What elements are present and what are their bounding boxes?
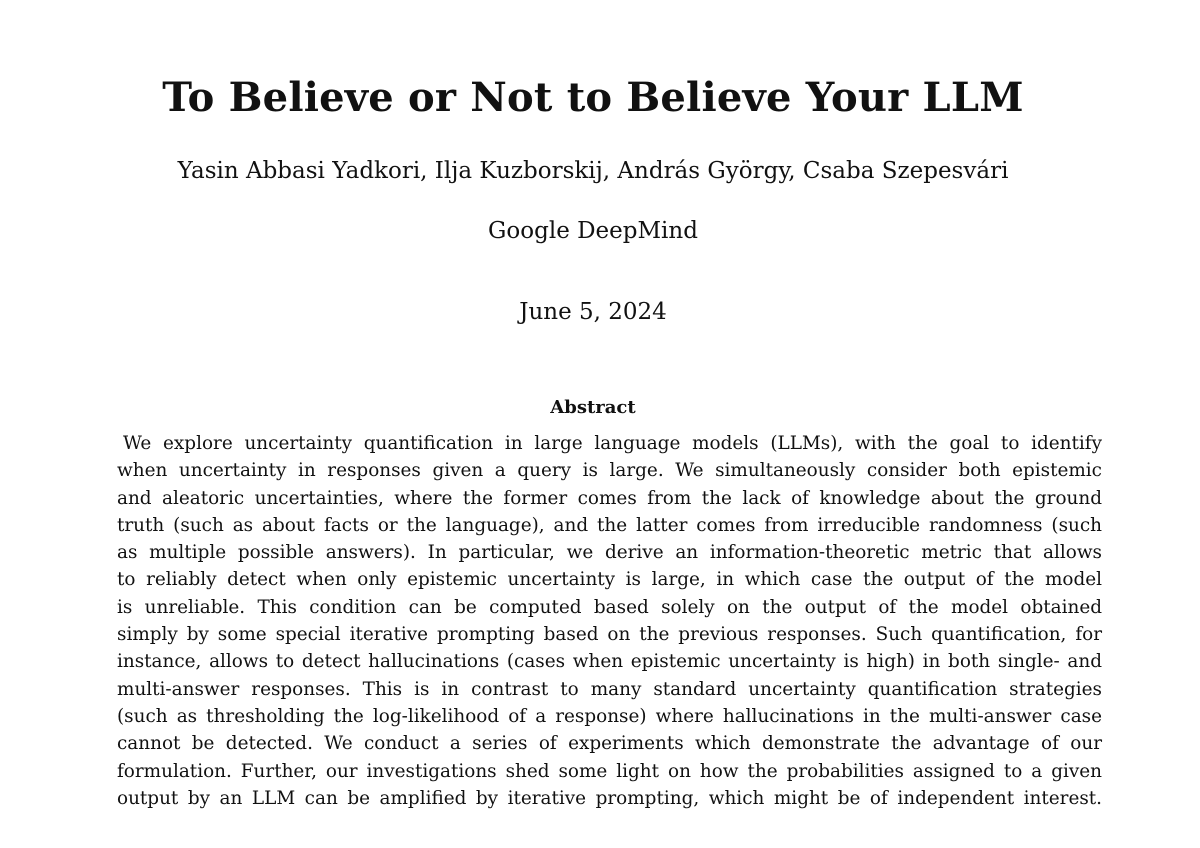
- abstract-line: and aleatoric uncertainties, where the former comes from the lack of knowledge about the ground: [117, 487, 1102, 509]
- abstract-line: when uncertainty in responses given a query is large. We simultaneously consider both epistemic: [117, 460, 1102, 482]
- paper-title: To Believe or Not to Believe Your LLM: [162, 74, 1024, 121]
- abstract-line: output by an LLM can be amplified by iterative prompting, which might be of independent interest.: [117, 787, 1102, 809]
- abstract-line: formulation. Further, our investigations shed some light on how the probabilities assigned to a given: [117, 760, 1102, 782]
- abstract-heading: Abstract: [550, 397, 636, 418]
- abstract-line: multi-answer responses. This is in contrast to many standard uncertainty quantification strategies: [117, 678, 1102, 700]
- abstract-line: as multiple possible answers). In particular, we derive an information-theoretic metric that allows: [117, 542, 1102, 564]
- abstract-line: We explore uncertainty quantification in large language models (LLMs), with the goal to identify: [123, 433, 1102, 454]
- paper-affiliation: Google DeepMind: [488, 218, 698, 244]
- abstract-line: to reliably detect when only epistemic uncertainty is large, in which case the output of the model: [117, 569, 1102, 591]
- abstract-line: truth (such as about facts or the language), and the latter comes from irreducible randomness (such: [117, 514, 1102, 536]
- abstract-line: is unreliable. This condition can be computed based solely on the output of the model obtained: [117, 596, 1102, 618]
- abstract-line: (such as thresholding the log-likelihood of a response) where hallucinations in the multi-answer case: [117, 705, 1102, 727]
- paper-date: June 5, 2024: [519, 299, 667, 325]
- paper-authors: Yasin Abbasi Yadkori, Ilja Kuzborskij, András György, Csaba Szepesvári: [177, 158, 1009, 184]
- abstract-line: simply by some special iterative prompting based on the previous responses. Such quantification, for: [117, 624, 1102, 646]
- abstract-body: [117, 430, 1102, 812]
- abstract-line: instance, allows to detect hallucinations (cases when epistemic uncertainty is high) in both single- and: [117, 651, 1102, 673]
- abstract-line: cannot be detected. We conduct a series of experiments which demonstrate the advantage of our: [117, 733, 1102, 755]
